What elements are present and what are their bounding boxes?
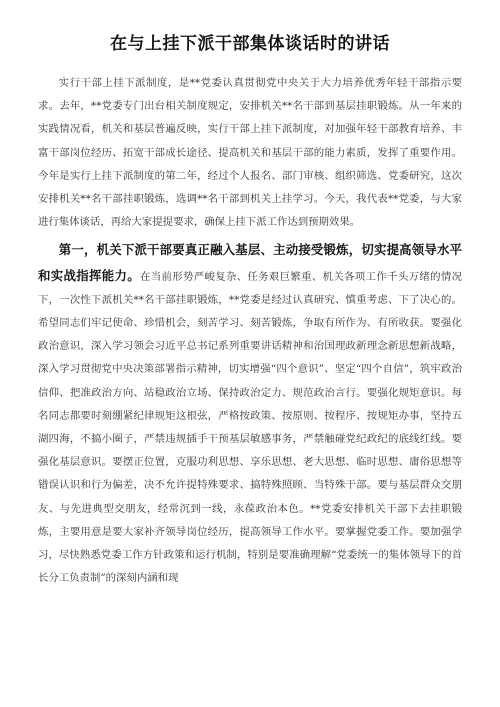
intro-paragraph: 实行干部上挂下派制度，是**党委认真贯彻党中央关于大力培养优秀年轻干部指示要求。去年，**党委专门出台相关制度规定，安排机关**名干部到基层挂职锻炼。从一年来的实践情况看，机关和基层普遍反映，实行干部上挂下派制度，对加强年轻干部教育培养、丰富干部岗位经历、拓宽干部成长途径、提高机关和基层干部的能力素质，发挥了重要作用。今年是实行上挂下派制度的第二年，经过个人报名、部门审核、组织筛选、党委研究，这次安排机关**名干部挂职锻炼，选调**名干部到机关上挂学习。今天，我代表**党委，与大家进行集体谈话，再给大家提提要求，确保上挂下派工作达到预期效果。 [38, 77, 462, 229]
section-one-body: 在当前形势严峻复杂、任务艰巨繁重、机关各项工作千头万绪的情况下，一次性下派机关**名干部挂职锻炼，**党委是经过认真研究、慎重考虑、下了决心的。希望同志们牢记使命、珍惜机会，刻苦学习、刻苦锻炼，争取有所作为、有所收获。要强化政治意识，深入学习领会习近平总书记系列重要讲话精神和治国理政新理念新思想新战略，深入学习贯彻党中央决策部署指示精神，切实增强“四个意识”、坚定“四个自信”，筑牢政治信仰、把准政治方向、站稳政治立场、保持政治定力、规范政治言行。要强化规矩意识。每名同志都要时刻绷紧纪律规矩这根弦，严格按政策、按原则、按程序、按规矩办事，坚持五湖四海，不搞小圈子，严禁违规插手干预基层敏感事务，严禁触碰党纪政纪的底线红线。要强化基层意识。要摆正位置，克服功利思想、享乐思想、老大思想、临时思想、庸俗思想等错误认识和行为偏差，决不允许提特殊要求、搞特殊照顾、当特殊干部。要与基层群众交朋友、与先进典型交朋友，经常沉到一线，永葆政治本色。**党委安排机关干部下去挂职锻炼，主要用意是要大家补齐领导岗位经历，提高领导工作水平。要掌握党委工作。要加强学习，尽快熟悉党委工作方针政策和运行机制，特别是要准确理解“党委统一的集体领导下的首长分工负责制”的深刻内涵和现 [38, 270, 463, 585]
section-one-heading: 第一，机关下派干部要真正融入基层、主动接受锻炼，切实提高领导水平和实战指挥能力。 [38, 242, 462, 283]
section-one-paragraph [38, 238, 462, 590]
document-title: 在与上挂下派干部集体谈话时的讲话 [110, 34, 390, 54]
